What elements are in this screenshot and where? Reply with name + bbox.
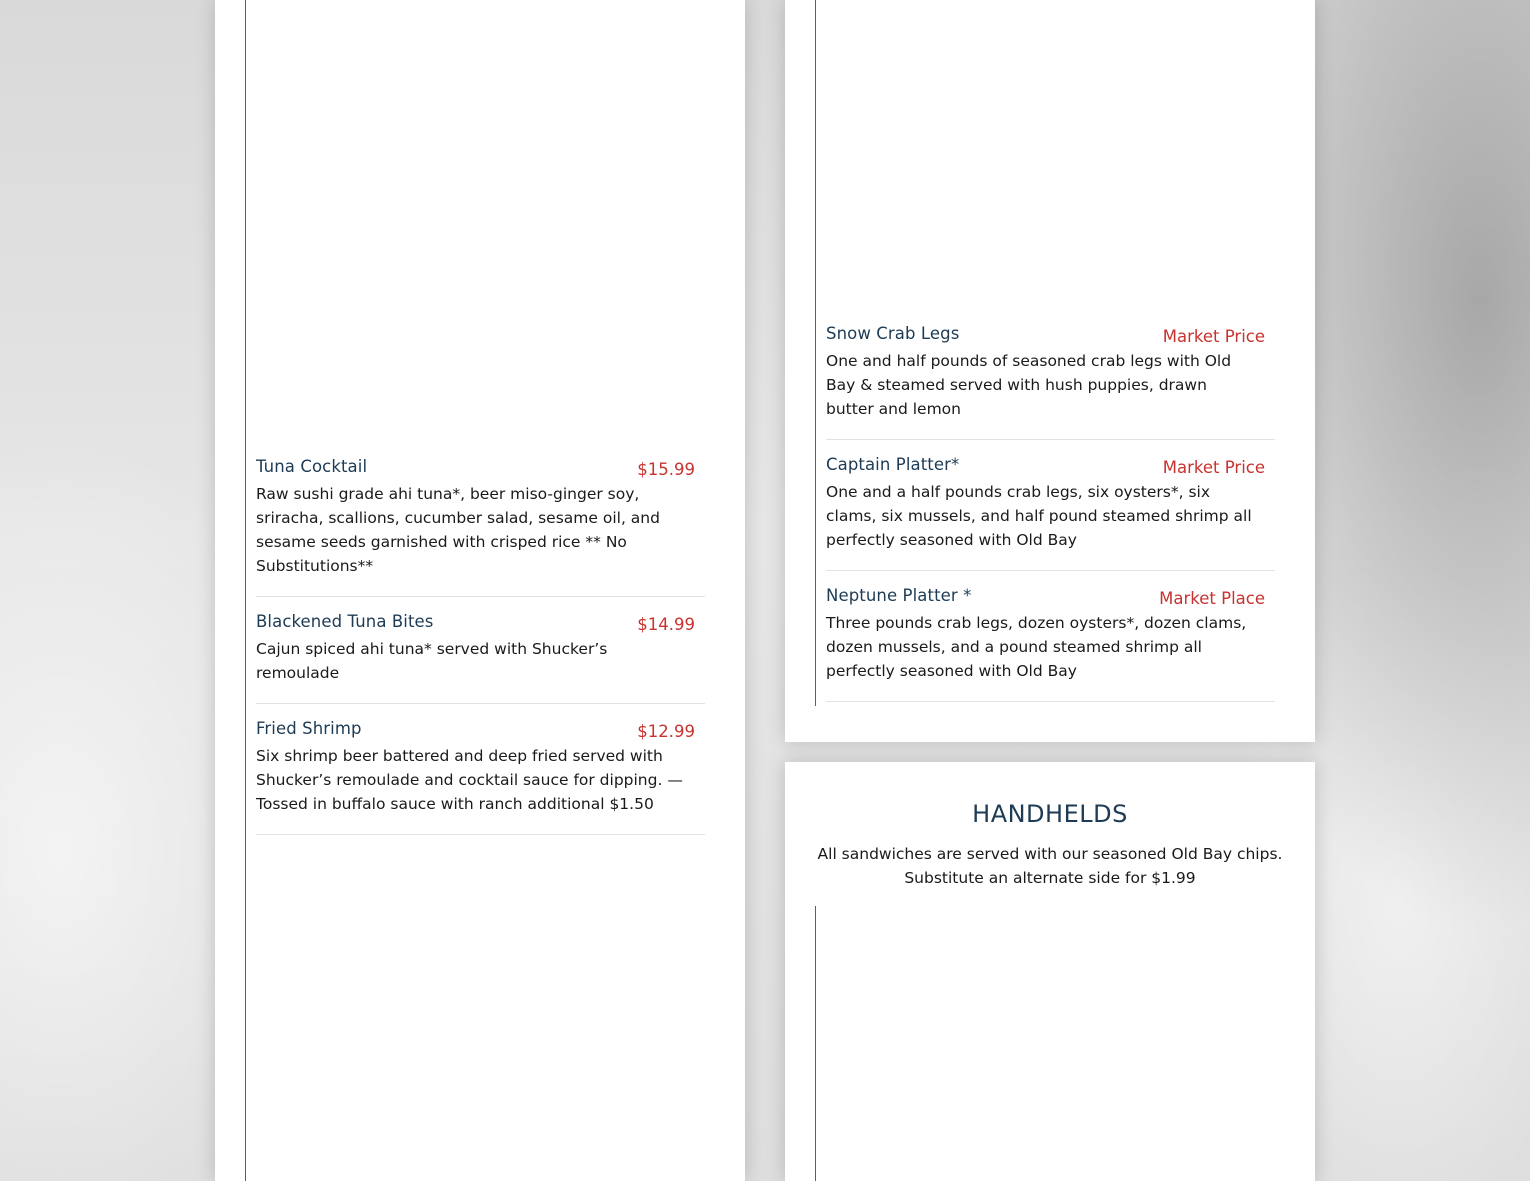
menu-item [826, 454, 1275, 571]
menu-item [826, 323, 1275, 440]
accent-rule [815, 0, 816, 706]
item-name: Blackened Tuna Bites [256, 612, 434, 631]
item-price: Market Price [1162, 458, 1265, 477]
menu-panel-left [215, 0, 745, 1181]
section-title: HANDHELDS [972, 800, 1128, 828]
item-name: Fried Shrimp [256, 719, 362, 738]
section-note-line1: All sandwiches are served with our seasoned Old Bay chips. [817, 845, 1283, 863]
item-price: Market Place [1159, 589, 1265, 608]
menu-list [256, 456, 705, 849]
menu-list [826, 323, 1275, 716]
menu-item [256, 718, 705, 835]
section-note-line2: Substitute an alternate side for $1.99 [904, 869, 1196, 887]
item-name: Captain Platter* [826, 455, 960, 474]
item-name: Tuna Cocktail [256, 457, 368, 476]
item-price: Market Price [1162, 327, 1265, 346]
accent-rule [245, 0, 246, 1181]
item-name: Snow Crab Legs [826, 324, 960, 343]
item-description: Six shrimp beer battered and deep fried served with Shucker’s remoulade and cocktail sauce for dipping. — Tossed in buffalo sauce with ranch additional $1.50 [256, 747, 683, 813]
item-price: $12.99 [637, 722, 695, 741]
item-price: $15.99 [637, 460, 695, 479]
item-description: Raw sushi grade ahi tuna*, beer miso-ginger soy, sriracha, scallions, cucumber salad, sesame oil, and sesame seeds garnished with crisped rice ** No Substitutions** [256, 485, 660, 575]
item-description: One and half pounds of seasoned crab legs with Old Bay & steamed served with hush puppies, drawn butter and lemon [826, 352, 1232, 418]
item-name: Neptune Platter * [826, 586, 972, 605]
menu-panel-right [785, 0, 1315, 742]
menu-item [826, 585, 1275, 702]
handhelds-panel [785, 762, 1315, 1181]
menu-item [256, 611, 705, 704]
item-price: $14.99 [637, 615, 695, 634]
item-description: Cajun spiced ahi tuna* served with Shucker’s remoulade [256, 640, 608, 682]
item-description: Three pounds crab legs, dozen oysters*, dozen clams, dozen mussels, and a pound steamed shrimp all perfectly seasoned with Old Bay [826, 614, 1247, 680]
menu-item [256, 456, 705, 597]
item-description: One and a half pounds crab legs, six oysters*, six clams, six mussels, and half pound steamed shrimp all perfectly seasoned with Old Bay [826, 483, 1252, 549]
accent-rule [815, 906, 816, 1181]
